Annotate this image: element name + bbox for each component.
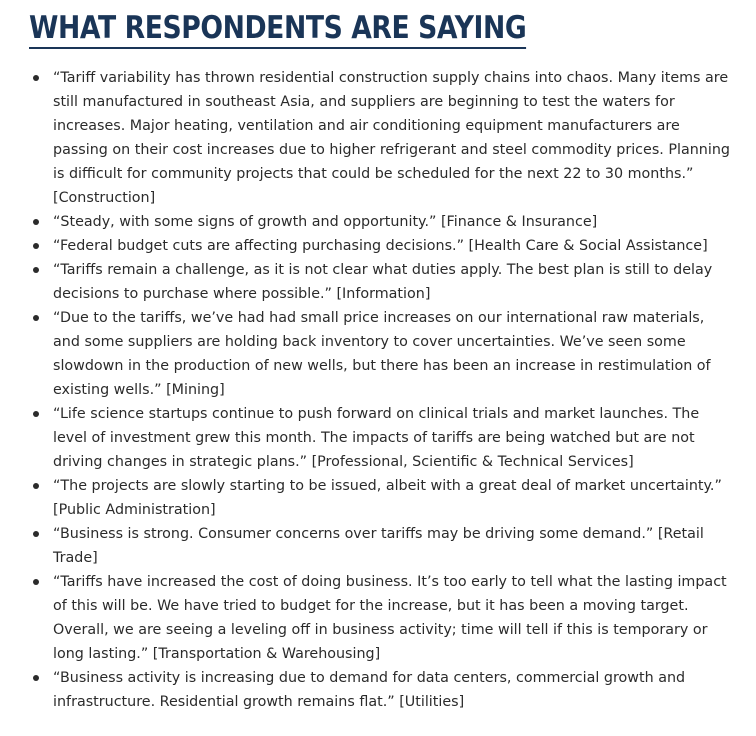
bullet-icon (33, 411, 39, 417)
quote-text: “Steady, with some signs of growth and opportunity.” (53, 214, 437, 230)
bullet-icon (33, 315, 39, 321)
bullet-icon (33, 483, 39, 489)
quote-sector: [Public Administration] (53, 502, 216, 518)
quote-text: “Federal budget cuts are affecting purchasing decisions.” (53, 238, 464, 254)
quote-item (29, 306, 735, 402)
bullet-icon (33, 579, 39, 585)
section-heading: WHAT RESPONDENTS ARE SAYING (29, 10, 526, 49)
quote-sector: [Information] (336, 286, 431, 302)
bullet-icon (33, 531, 39, 537)
quote-sector: [Construction] (53, 190, 156, 206)
quote-text: “Life science startups continue to push forward on clinical trials and market launches. The level of investment grew this month. The impacts of tariffs are being watched but are not driving changes in strategic plans.” (53, 406, 700, 470)
quote-text: “Tariffs remain a challenge, as it is not clear what duties apply. The best plan is still to delay decisions to purchase where possible.” (53, 262, 713, 302)
quote-sector: [Finance & Insurance] (440, 214, 598, 230)
quote-item (29, 570, 735, 666)
quote-sector: [Professional, Scientific & Technical Services] (311, 454, 634, 470)
quote-item (29, 210, 735, 234)
quote-item (29, 666, 735, 714)
quote-text: “Business is strong. Consumer concerns over tariffs may be driving some demand.” (53, 526, 654, 542)
quote-text: “Due to the tariffs, we’ve had had small price increases on our international raw materials, and some suppliers are holding back inventory to cover uncertainties. We’ve seen some slowdown in the production of new wells, but there has been an increase in restimulation of existing wells.” (53, 310, 711, 398)
quote-text: “The projects are slowly starting to be issued, albeit with a great deal of market uncertainty.” (53, 478, 722, 494)
quote-sector: [Utilities] (399, 694, 465, 710)
quote-item (29, 402, 735, 474)
bullet-icon (33, 675, 39, 681)
quote-text: “Tariffs have increased the cost of doing business. It’s too early to tell what the lasting impact of this will be. We have tried to budget for the increase, but it has been a moving target. Overall, we are seeing a leveling off in business activity; time will tell if this is temporary or long lasting.” (53, 574, 727, 662)
bullet-icon (33, 75, 39, 81)
quote-list (29, 66, 735, 714)
quote-item (29, 522, 735, 570)
quote-item (29, 66, 735, 210)
bullet-icon (33, 267, 39, 273)
quote-sector: [Mining] (166, 382, 225, 398)
quote-item (29, 234, 735, 258)
quote-text: “Tariff variability has thrown residential construction supply chains into chaos. Many items are still manufactured in southeast Asia, and suppliers are beginning to test the waters for increases. Major heating, ventilation and air conditioning equipment manufacturers are passing on their cost increases due to higher refrigerant and steel commodity prices. Planning is difficult for community projects that could be scheduled for the next 22 to 30 months.” (53, 70, 730, 182)
quote-sector: [Retail Trade] (53, 526, 704, 566)
quote-sector: [Health Care & Social Assistance] (468, 238, 708, 254)
quote-sector: [Transportation & Warehousing] (152, 646, 381, 662)
quote-item (29, 258, 735, 306)
bullet-icon (33, 219, 39, 225)
quote-text: “Business activity is increasing due to demand for data centers, commercial growth and infrastructure. Residential growth remains flat.” (53, 670, 686, 710)
quote-item (29, 474, 735, 522)
bullet-icon (33, 243, 39, 249)
